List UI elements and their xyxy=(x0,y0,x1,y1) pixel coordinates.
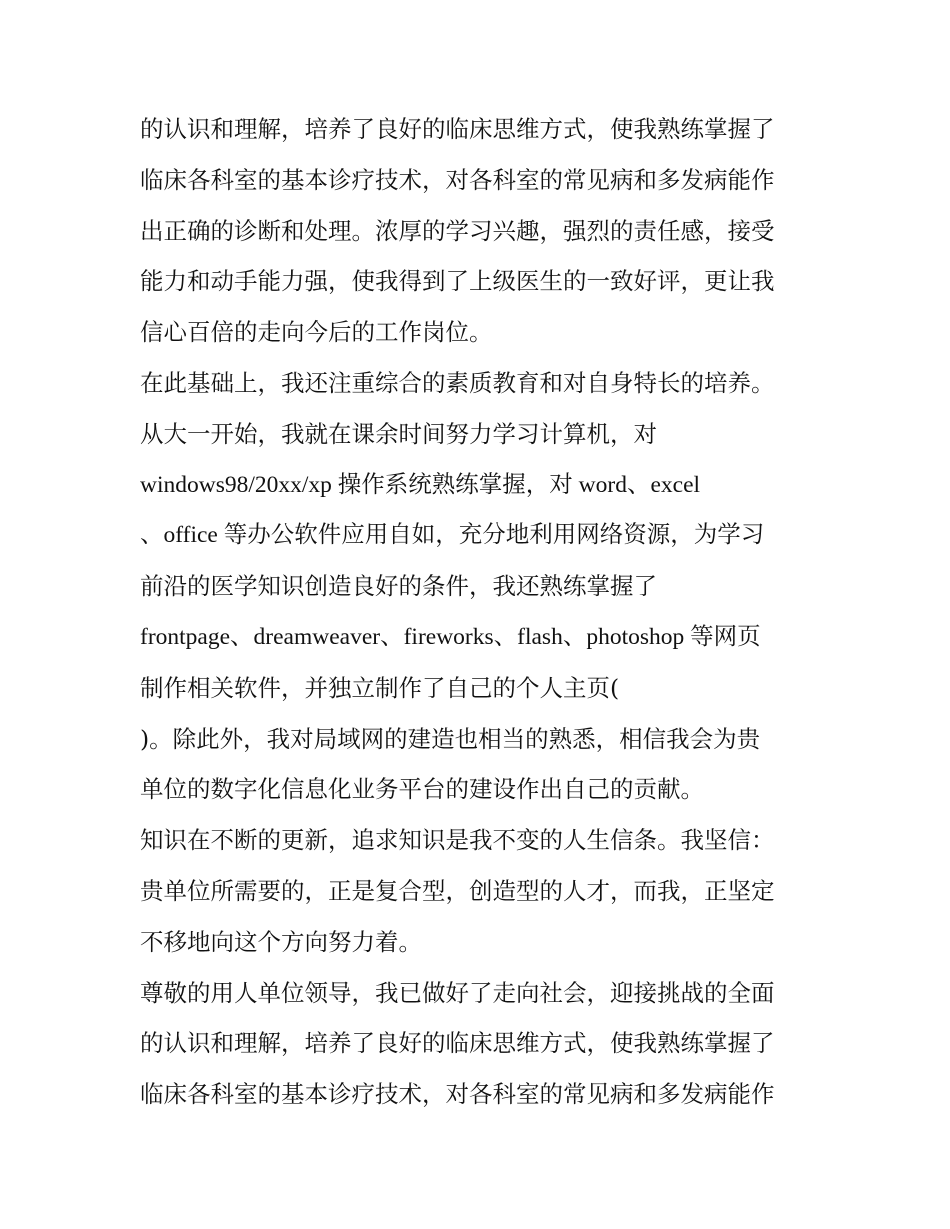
text-line: windows98/20xx/xp 操作系统熟练掌握，对 word、excel xyxy=(140,471,701,498)
text-line: 在此基础上，我还注重综合的素质教育和对自身特长的培养。 xyxy=(140,368,775,397)
text-line: 从大一开始，我就在课余时间努力学习计算机，对 xyxy=(140,419,657,448)
text-line: 尊敬的用人单位领导，我已做好了走向社会，迎接挑战的全面 xyxy=(140,978,775,1007)
text-line: 临床各科室的基本诊疗技术，对各科室的常见病和多发病能作 xyxy=(140,1080,775,1109)
text-line: 单位的数字化信息化业务平台的建设作出自己的贡献。 xyxy=(140,775,704,804)
text-line: 能力和动手能力强，使我得到了上级医生的一致好评，更让我 xyxy=(140,267,775,296)
text-line: 的认识和理解，培养了良好的临床思维方式，使我熟练掌握了 xyxy=(140,115,775,143)
text-line: frontpage、dreamweaver、fireworks、flash、photoshop 等网页 xyxy=(140,623,761,650)
text-line: )。除此外，我对局域网的建造也相当的熟悉，相信我会为贵 xyxy=(140,724,761,753)
text-line: 临床各科室的基本诊疗技术，对各科室的常见病和多发病能作 xyxy=(140,165,775,194)
text-line: 贵单位所需要的，正是复合型，创造型的人才，而我，正坚定 xyxy=(140,876,775,905)
text-line: 信心百倍的走向今后的工作岗位。 xyxy=(140,318,493,347)
letter-body xyxy=(140,104,820,1120)
text-line: 前沿的医学知识创造良好的条件，我还熟练掌握了 xyxy=(140,572,657,601)
text-line: 的认识和理解，培养了良好的临床思维方式，使我熟练掌握了 xyxy=(140,1029,775,1058)
text-line: 制作相关软件，并独立制作了自己的个人主页( xyxy=(140,673,620,702)
text-line: 不移地向这个方向努力着。 xyxy=(140,927,422,956)
text-line: 知识在不断的更新，追求知识是我不变的人生信条。我坚信： xyxy=(140,826,775,855)
text-line: 、office 等办公软件应用自如，充分地利用网络资源，为学习 xyxy=(140,522,765,549)
text-line: 出正确的诊断和处理。浓厚的学习兴趣，强烈的责任感，接受 xyxy=(140,216,775,245)
